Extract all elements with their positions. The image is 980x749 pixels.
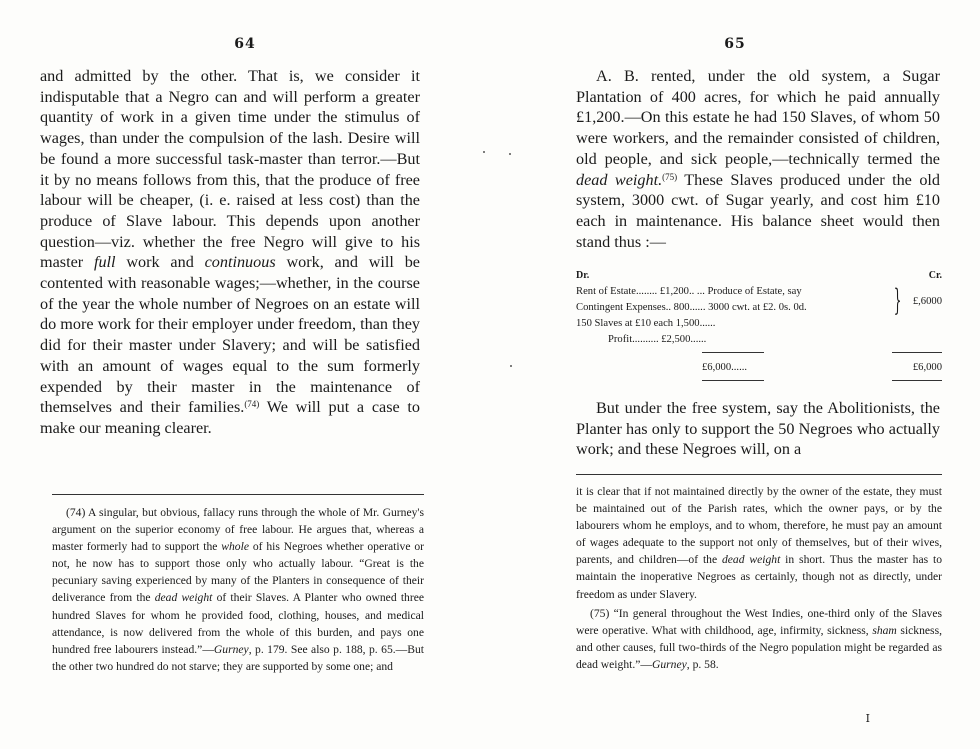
cr-total: £,6000 (912, 296, 942, 307)
footnote-rule (576, 474, 942, 475)
footnote-75 (576, 605, 942, 673)
text-run: work and (115, 253, 205, 272)
sheet-row: Contingent Expenses.. 800...... 3000 cwt. at £2. 0s. 0d. (576, 302, 807, 313)
text-run: and admitted by the other. That is, we consider it indisputable that a Negro can and will perform a greater quantity of work in a given time under the stimulus of wages, than under the compulsion of the lash. Desire will be found a more successful task-master than terror.—But it by no means follows from this, that the produce of free labour will be cheaper, (i. e. raised at less cost) than the produce of Slave labour. This depends upon another question—viz. whether the free Negro will give to his master (40, 67, 420, 272)
sum-rule (892, 352, 942, 353)
sheet-row: 150 Slaves at £10 each 1,500...... (576, 318, 716, 329)
paragraph (40, 66, 420, 439)
sum-rule (702, 380, 764, 381)
italic-text: whole (221, 540, 249, 554)
brace: } (893, 283, 902, 318)
body-text (576, 66, 940, 252)
italic-text: Gurney (651, 657, 687, 671)
text-run: We will put a case to make our meaning clearer. (40, 398, 420, 437)
sum-rule (892, 380, 942, 381)
paragraph (576, 398, 940, 460)
sheet-row: Rent of Estate........ £1,200.. ... Produce of Estate, say (576, 286, 802, 297)
body-text-2 (576, 398, 940, 460)
text-run: These Slaves produced under the old system, 3000 cwt. of Sugar yearly, and cost him £10 each in maintenance. His balance sheet would then stand thus :— (576, 170, 941, 251)
italic-text: dead weight (721, 553, 781, 567)
page-number: 65 (724, 36, 746, 52)
text-run: (75) “In general throughout the West Indies, one-third only of the Slaves were operative. What with childhood, age, infirmity, sickness, (576, 606, 942, 637)
footnote-74-continued (576, 483, 942, 603)
speck (483, 151, 485, 153)
speck (509, 153, 511, 155)
italic-text: full (93, 253, 116, 272)
text-run: it is clear that if not maintained directly by the owner of the estate, they must be maintained out of the Parish rates, which the owner pays, or by the labourers whom he employs, and to whom, therefore, he must pay an amount of wages adequate to the support not only of themselves, but of their wives, parents, and children—of the (576, 485, 942, 567)
text-run: , p. 58. (686, 657, 719, 671)
signature-mark: I (865, 712, 870, 725)
profit-row: Profit.......... £2,500...... (608, 334, 707, 345)
right-page (490, 0, 980, 749)
cr-label: Cr. (928, 270, 942, 281)
text-run: (74) A singular, but obvious, fallacy runs through the whole of Mr. Gurney's argument on the superior economy of free labour. He argues that, whereas a master formerly had to support the (52, 506, 424, 554)
text-run: sickness, and other causes, full two-thirds of the Negro population might be regarded as dead weight.”— (576, 623, 942, 671)
text-run: A. B. rented, under the old system, a Sugar Plantation of 400 acres, for which he paid annually £1,200.—On this estate he had 150 Slaves, of whom 50 were workers, and the remainder consisted of children, old people, and sick people,—technically termed the (576, 67, 940, 168)
text-run: But under the free system, say the Abolitionists, the Planter has only to support the 50 Negroes who actually work; and these Negroes will, on a (576, 399, 940, 459)
footnotes (576, 483, 942, 673)
paragraph (576, 66, 940, 252)
italic-text: sham (872, 623, 897, 637)
body-text (40, 66, 420, 439)
text-run: in short. Thus the master has to maintain the inoperative Negroes as certainly, though not as directly, under freedom as under Slavery. (576, 553, 942, 601)
sum-rule (702, 352, 764, 353)
footnote-ref: (75) (662, 171, 678, 182)
italic-text: Gurney (213, 642, 249, 656)
footnotes (52, 504, 424, 675)
speck (510, 365, 512, 367)
total-dr: £6,000...... (702, 362, 748, 373)
italic-text: dead weight (154, 591, 213, 605)
italic-text: dead weight. (576, 170, 663, 189)
text-run: of their Slaves. A Planter who owned three hundred Slaves for whom he provided food, clothing, houses, and medical attendance, is now delivered from the whole of this burden, and pays one hundred free labourers instead.”— (52, 591, 424, 656)
total-cr: £6,000 (912, 362, 942, 373)
text-run: , p. 179. See also p. 188, p. 65.—But the other two hundred do not starve; they are supported by some one; and (52, 642, 424, 673)
footnote-ref: (74) (244, 399, 260, 410)
text-run: of his Negroes whether operative or not, he now has to support those only who actually labour. “Great is the pecuniary saving experienced by many of the Planters in consequence of their deliverance from the (52, 540, 425, 605)
page-number: 64 (234, 36, 256, 52)
italic-text: continuous (204, 253, 276, 272)
dr-label: Dr. (576, 270, 590, 281)
footnote-74 (52, 504, 424, 675)
footnote-rule (52, 494, 424, 495)
text-run: work, and will be contented with reasonable wages;—whether, in the course of the year the whole number of Negroes on an estate will do more work for their employer under freedom, than they did for their master under Slavery; and will be satisfied with an amount of wages equal to the sum formerly expended by their master in the maintenance of themselves and their families. (40, 253, 420, 417)
